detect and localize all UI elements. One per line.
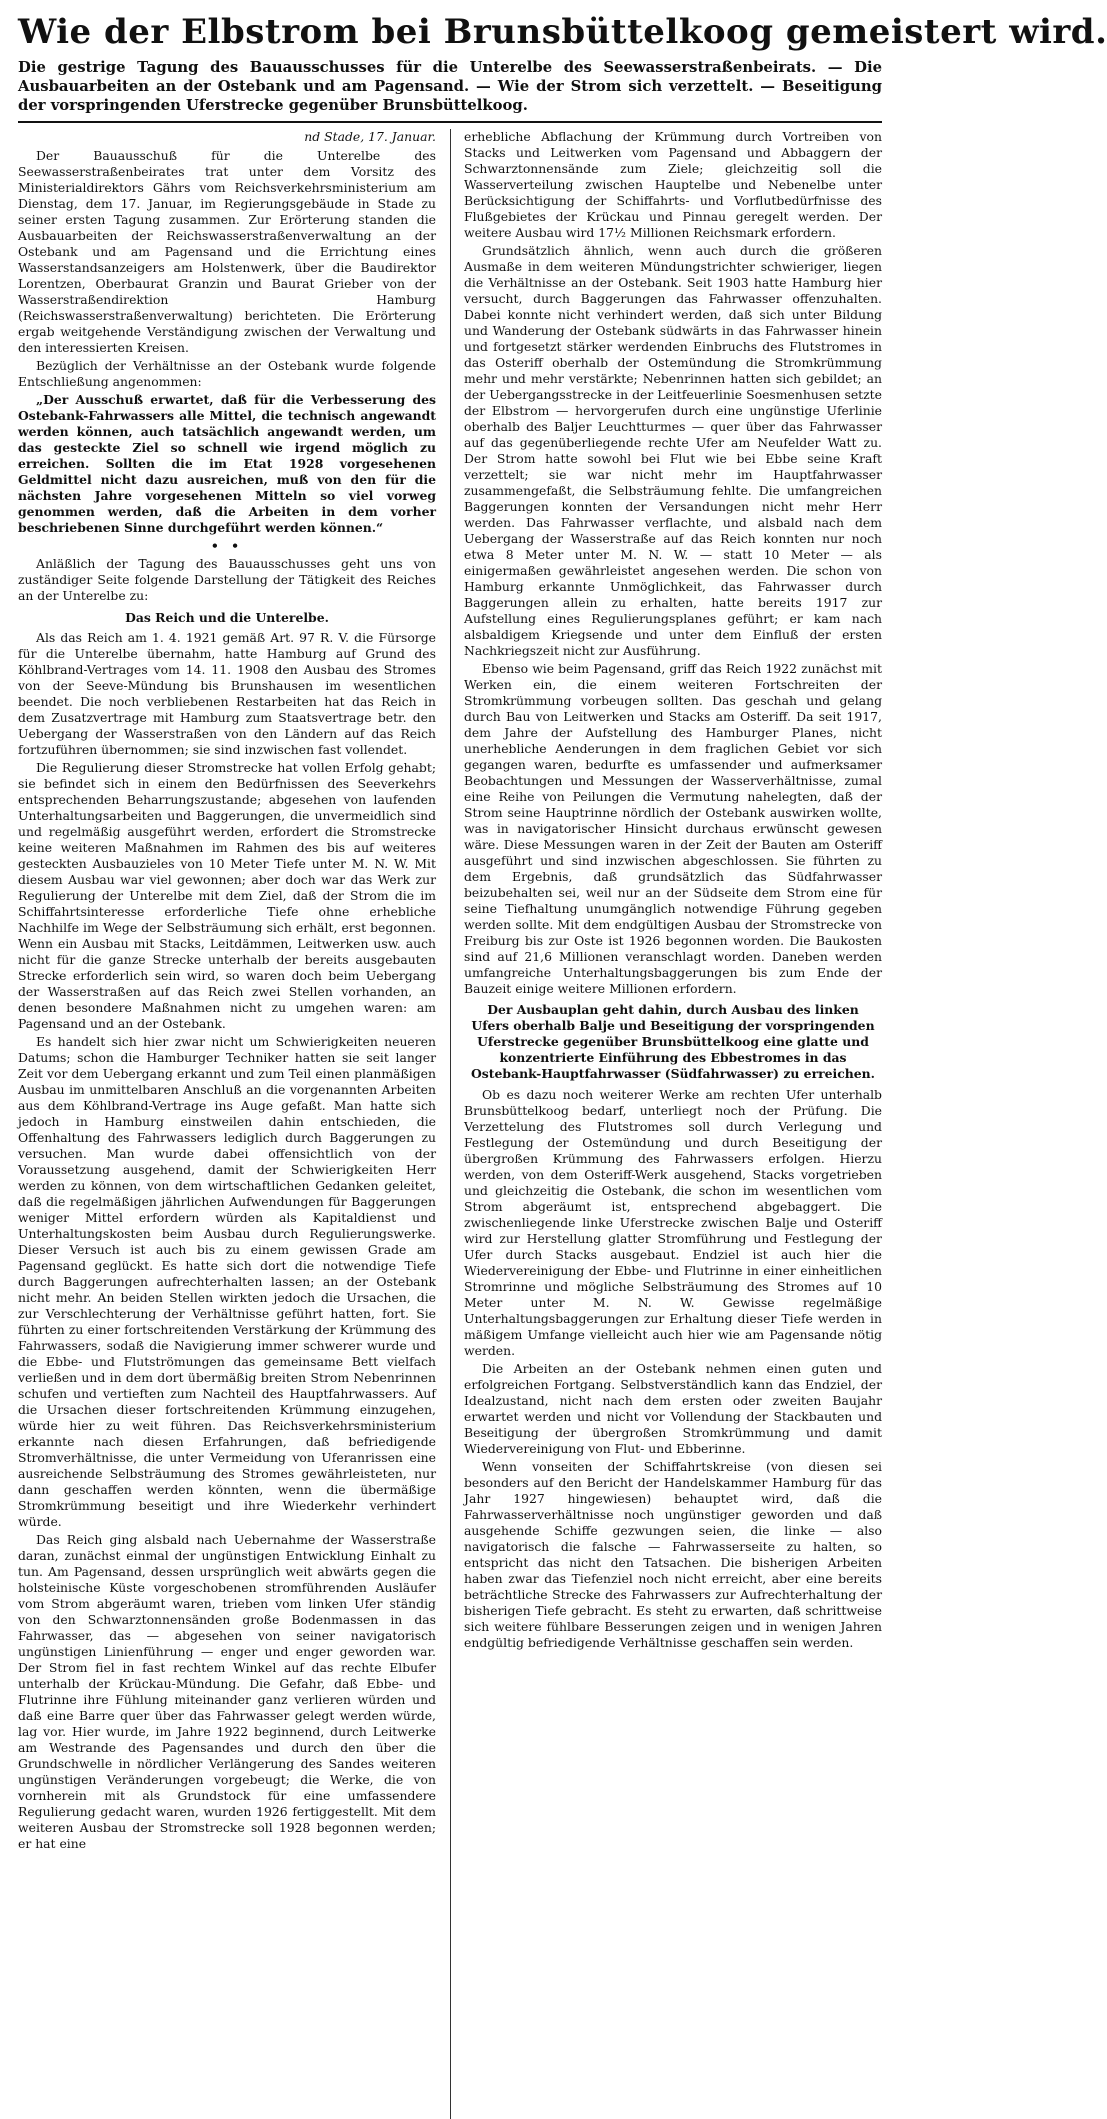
paragraph: Grundsätzlich ähnlich, wenn auch durch die größeren Ausmaße in dem weiteren Mündungstrichter schwieriger, liegen die Verhältnisse an der Ostebank. Seit 1903 hatte Hamburg hier versucht, durch Baggerungen das Fahrwasser offenzuhalten. Dabei konnte nicht verhindert werden, daß sich unter Bildung und Wanderung der Ostebank südwärts in das Fahrwasser hinein und fortgesetzt stärker werdenden Einbruchs des Flutstromes in das Osteriff oberhalb der Ostemündung die Stromkrümmung mehr und mehr verstärkte; Nebenrinnen hatten sich gebildet; an der Uebergangsstrecke in der Leitfeuerlinie Soesmenhusen setzte der Elbstrom — hervorgerufen durch eine ungünstige Uferlinie oberhalb des Baljer Leuchtturmes — quer über das Fahrwasser auf das gegenüberliegende rechte Ufer am Neufelder Watt zu. Der Strom hatte sowohl bei Flut wie bei Ebbe seine Kraft verzettelt; sie war nicht mehr im Hauptfahrwasser zusammengefaßt, die Selbsträumung fehlte. Die umfangreichen Baggerungen konnten der Versandungen nicht mehr Herr werden. Das Fahrwasser verflachte, und alsbald nach dem Uebergang der Wasserstraße auf das Reich konnten nur noch etwa 8 Meter unter M. N. W. — statt 10 Meter — als einigermaßen gewährleistet angesehen werden. Die schon von Hamburg erkannte Unmöglichkeit, das Fahrwasser durch Baggerungen allein zu erhalten, hatte bereits 1917 zur Aufstellung eines Regulierungsplanes geführt; er kam nach alsbaldigem Kriegsende und unter dem Einfluß der ersten Nachkriegszeit nicht zur Ausführung. [464, 243, 882, 658]
paragraph: Anläßlich der Tagung des Bauausschusses geht uns von zuständiger Seite folgende Darstellung der Tätigkeit des Reiches an der Unterelbe zu: [18, 556, 436, 603]
headline: Wie der Elbstrom bei Brunsbüttelkoog gemeistert wird. [18, 12, 1107, 52]
left-column [18, 129, 436, 2119]
column-divider [450, 129, 451, 2119]
subheadline: Die gestrige Tagung des Bauausschusses für die Unterelbe des Seewasserstraßenbeirats. — Die Ausbauarbeiten an der Ostebank und am Pagensand. — Wie der Strom sich verzettelt. — Beseitigung der vorspringenden Uferstrecke gegenüber Brunsbüttelkoog. [18, 59, 882, 114]
plan-statement: Der Ausbauplan geht dahin, durch Ausbau des linken Ufers oberhalb Balje und Beseitigung der vorspringenden Uferstrecke gegenüber Brunsbüttelkoog eine glatte und konzentrierte Einführung des Ebbestromes in das Ostebank-Hauptfahrwasser (Südfahrwasser) zu erreichen. [471, 1002, 875, 1081]
paragraph: Die Regulierung dieser Stromstrecke hat vollen Erfolg gehabt; sie befindet sich in einem den Bedürfnissen des Seeverkehrs entsprechenden Beharrungszustande; abgesehen von laufenden Unterhaltungsarbeiten und Baggerungen, die unvermeidlich sind und regelmäßig ausgeführt werden, erfordert die Stromstrecke keine weiteren Maßnahmen im Rahmen des bis auf weiteres gesteckten Ausbauzieles von 10 Meter Tiefe unter M. N. W. Mit diesem Ausbau war viel gewonnen; aber doch war das Werk zur Regulierung der Unterelbe mit dem Ziel, daß der Strom die im Schiffahrtsinteresse erforderliche Tiefe ohne erhebliche Nachhilfe im Wege der Selbsträumung sich erhält, erst begonnen. Wenn ein Ausbau mit Stacks, Leitdämmen, Leitwerken usw. auch nicht für die ganze Strecke unterhalb der bereits ausgebauten Strecke erforderlich sein wird, so waren doch beim Uebergang der Wasserstraßen auf das Reich zwei Stellen vorhanden, an denen besondere Maßnahmen nicht zu umgehen waren: am Pagensand und an der Ostebank. [18, 760, 436, 1031]
paragraph: Es handelt sich hier zwar nicht um Schwierigkeiten neueren Datums; schon die Hamburger Techniker hatten sie seit langer Zeit vor dem Uebergang erkannt und zum Teil einen planmäßigen Ausbau im unmittelbaren Anschluß an die vorgenannten Arbeiten aus dem Köhlbrand-Vertrage ins Auge gefaßt. Man hatte sich jedoch in Hamburg einstweilen dahin entschieden, die Offenhaltung des Fahrwassers lediglich durch Baggerungen zu versuchen. Man wurde dabei offensichtlich von der Voraussetzung ausgehend, damit der Schwierigkeiten Herr werden zu können, von dem wirtschaftlichen Gedanken geleitet, daß die regelmäßigen jährlichen Aufwendungen für Baggerungen weniger Mittel erfordern würden als Kapitaldienst und Unterhaltungskosten beim Ausbau durch Regulierungswerke. Dieser Versuch ist auch bis zu einem gewissen Grade am Pagensand geglückt. Es hatte sich dort die notwendige Tiefe durch Baggerungen aufrechterhalten lassen; an der Ostebank nicht mehr. An beiden Stellen wirkten jedoch die Ursachen, die zur Verschlechterung der Verhältnisse geführt hatten, fort. Sie führten zu einer fortschreitenden Verstärkung der Krümmung des Fahrwassers, sodaß die Navigierung immer schwerer wurde und die Ebbe- und Flutströmungen das gemeinsame Bett vielfach verließen und in dem dort übermäßig breiten Strom Nebenrinnen schufen und vertieften zum Nachteil des Hauptfahrwassers. Auf die Ursachen dieser fortschreitenden Krümmung einzugehen, würde hier zu weit führen. Das Reichsverkehrsministerium erkannte nach diesen Erfahrungen, daß befriedigende Stromverhältnisse, die unter Vermeidung von Uferanrissen eine ausreichende Selbsträumung des Stromes gewährleisteten, nur dann geschaffen werden könnten, wenn die übermäßige Stromkrümmung beseitigt und ihre Wiederkehr verhindert würde. [18, 1034, 436, 1529]
resolution-text: „Der Ausschuß erwartet, daß für die Verbesserung des Ostebank-Fahrwassers alle Mittel, die technisch angewandt werden können, auch tatsächlich angewandt werden, um das gesteckte Ziel so schnell wie irgend möglich zu erreichen. Sollten die im Etat 1928 vorgesehenen Geldmittel nicht dazu ausreichen, muß von den für die nächsten Jahre vorgesehenen Mitteln so viel vorweg genommen werden, daß die Arbeiten in dem vorher beschriebenen Sinne durchgeführt werden können.“ [18, 392, 436, 535]
paragraph: Der Bauausschuß für die Unterelbe des Seewasserstraßenbeirates trat unter dem Vorsitz des Ministerialdirektors Gährs vom Reichsverkehrsministerium am Dienstag, dem 17. Januar, im Regierungsgebäude in Stade zu seiner ersten Tagung zusammen. Zur Erörterung standen die Ausbauarbeiten der Reichswasserstraßenverwaltung an der Ostebank und am Pagensand und die Errichtung eines Wasserstandsanzeigers am Holstenwerk, über die Baudirektor Lorentzen, Oberbaurat Granzin und Baurat Grieber von der Wasserstraßendirektion Hamburg (Reichswasserstraßenverwaltung) berichteten. Die Erörterung ergab weitgehende Verständigung zwischen der Verwaltung und den interessierten Kreisen. [18, 148, 436, 355]
right-column [464, 129, 882, 2119]
paragraph: Wenn vonseiten der Schiffahrtskreise (von diesen sei besonders auf den Bericht der Handelskammer Hamburg für das Jahr 1927 hingewiesen) behauptet wird, daß die Fahrwasserverhältnisse noch ungünstiger geworden und daß ausgehende Schiffe gezwungen seien, die linke — also navigatorisch die falsche — Fahrwasserseite zu halten, so entspricht das nicht den Tatsachen. Die bisherigen Arbeiten haben zwar das Tiefenziel noch nicht erreicht, aber eine bereits beträchtliche Strecke des Fahrwassers zur Aufrechterhaltung der bisherigen Tiefe gebracht. Es steht zu erwarten, daß schrittweise sich weitere fühlbare Besserungen zeigen und in wenigen Jahren endgültig befriedigende Verhältnisse geschaffen sein werden. [464, 1459, 882, 1650]
header-rule [18, 121, 882, 123]
newspaper-page [18, 10, 1107, 2095]
paragraph: Bezüglich der Verhältnisse an der Ostebank wurde folgende Entschließung angenommen: [18, 358, 436, 389]
article-columns [18, 129, 882, 2119]
paragraph: Ebenso wie beim Pagensand, griff das Reich 1922 zunächst mit Werken ein, die einem weiteren Fortschreiten der Stromkrümmung vorbeugen sollten. Das geschah und gelang durch Bau von Leitwerken und Stacks am Osteriff. Da seit 1917, dem Jahre der Aufstellung des Hamburger Planes, nicht unerhebliche Aenderungen in dem fraglichen Gebiet vor sich gegangen waren, bedurfte es umfassender und aufmerksamer Beobachtungen und Messungen der Wasserverhältnisse, zumal eine Reihe von Peilungen die Vermutung nahelegten, daß der Strom seine Hauptrinne nördlich der Ostebank auswirken wollte, was in navigatorischer Hinsicht durchaus erwünscht gewesen wäre. Diese Messungen waren in der Zeit der Bauten am Osteriff ausgeführt und sind inzwischen abgeschlossen. Sie führten zu dem Ergebnis, daß grundsätzlich das Südfahrwasser beizubehalten sei, weil nur an der Südseite dem Strom eine für seine Tiefhaltung unumgänglich notwendige Führung gegeben werden sollte. Mit dem endgültigen Ausbau der Stromstrecke von Freiburg bis zur Oste ist 1926 begonnen worden. Die Baukosten sind auf 21,6 Millionen veranschlagt worden. Daneben werden umfangreiche Unterhaltungsbaggerungen bis zum Ende der Bauzeit einige weitere Millionen erfordern. [464, 661, 882, 996]
ornament-divider: • • [210, 538, 244, 553]
paragraph: Das Reich ging alsbald nach Uebernahme der Wasserstraße daran, zunächst einmal der ungünstigen Entwicklung Einhalt zu tun. Am Pagensand, dessen ursprünglich weit abwärts gegen die holsteinische Küste vorgeschobenen stromführenden Ausläufer vom Strom abgeräumt waren, trieben vom linken Ufer ständig von den Schwarztonnensänden große Bodenmassen in das Fahrwasser, das — abgesehen von seiner navigatorisch ungünstigen Linienführung — enger und enger geworden war. Der Strom fiel in fast rechtem Winkel auf das rechte Elbufer unterhalb der Krückau-Mündung. Die Gefahr, daß Ebbe- und Flutrinne ihre Fühlung miteinander ganz verlieren würden und daß eine Barre quer über das Fahrwasser gelegt werden würde, lag vor. Hier wurde, im Jahre 1922 beginnend, durch Leitwerke am Westrande des Pagensandes und durch den über die Grundschwelle in nördlicher Verlängerung des Sandes weiteren ungünstigen Veränderungen vorgebeugt; die Werke, die von vornherein mit als Grundstock für eine umfassendere Regulierung gedacht waren, wurden 1926 fertiggestellt. Mit dem weiteren Ausbau der Stromstrecke soll 1928 begonnen werden; er hat eine [18, 1532, 436, 1851]
section-heading: Das Reich und die Unterelbe. [125, 610, 329, 625]
paragraph: Die Arbeiten an der Ostebank nehmen einen guten und erfolgreichen Fortgang. Selbstverständlich kann das Endziel, der Idealzustand, nicht nach dem ersten oder zweiten Baujahr erwartet werden und nicht vor Vollendung der Stackbauten und Beseitigung der übergroßen Stromkrümmung und damit Wiedervereinigung von Flut- und Ebberinne. [464, 1361, 882, 1456]
dateline: nd Stade, 17. Januar. [304, 129, 436, 144]
paragraph: Als das Reich am 1. 4. 1921 gemäß Art. 97 R. V. die Fürsorge für die Unterelbe übernahm, hatte Hamburg auf Grund des Köhlbrand-Vertrages vom 14. 11. 1908 den Ausbau des Stromes von der Seeve-Mündung bis Brunshausen im wesentlichen beendet. Die noch verbliebenen Restarbeiten hat das Reich in dem Zusatzvertrage mit Hamburg zum Staatsvertrage betr. den Uebergang der Wasserstraßen von den Ländern auf das Reich fortzuführen übernommen; sie sind inzwischen fast vollendet. [18, 630, 436, 757]
paragraph: Ob es dazu noch weiterer Werke am rechten Ufer unterhalb Brunsbüttelkoog bedarf, unterliegt noch der Prüfung. Die Verzettelung des Flutstromes soll durch Verlegung und Festlegung der Ostemündung und durch Beseitigung der übergroßen Krümmung des Fahrwassers erfolgen. Hierzu werden, von dem Osteriff-Werk ausgehend, Stacks vorgetrieben und gleichzeitig die Ostebank, die schon im wesentlichen vom Strom abgeräumt ist, entsprechend abgebaggert. Die zwischenliegende linke Uferstrecke zwischen Balje und Osteriff wird zur Herstellung glatter Stromführung und Festlegung der Ufer durch Stacks ausgebaut. Endziel ist auch hier die Wiedervereinigung der Ebbe- und Flutrinne in einer einheitlichen Stromrinne und mögliche Selbsträumung des Stromes auf 10 Meter unter M. N. W. Gewisse regelmäßige Unterhaltungsbaggerungen zur Erhaltung dieser Tiefe werden in mäßigem Umfange vielleicht auch hier wie am Pagensande nötig werden. [464, 1087, 882, 1358]
paragraph: erhebliche Abflachung der Krümmung durch Vortreiben von Stacks und Leitwerken vom Pagensand und Abbaggern der Schwarztonnensände zum Ziele; gleichzeitig soll die Wasserverteilung zwischen Hauptelbe und Nebenelbe unter Berücksichtigung der Schiffahrts- und Vorflutbedürfnisse des Flußgebietes der Krückau und Pinnau geregelt werden. Der weitere Ausbau wird 17½ Millionen Reichsmark erfordern. [464, 129, 882, 240]
